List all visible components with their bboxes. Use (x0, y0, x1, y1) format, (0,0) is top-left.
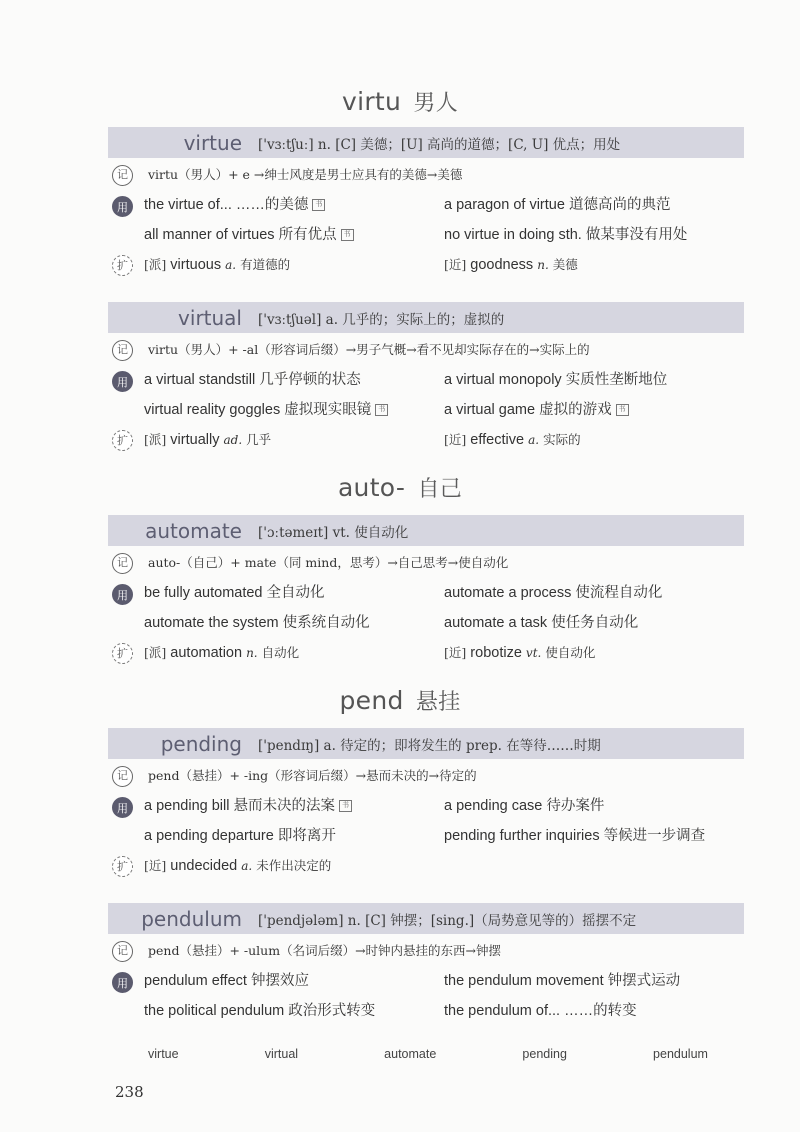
usage-item: pending further inquiries 等候进一步调查 (444, 828, 706, 844)
usage-row (108, 791, 744, 851)
extension-icon: 扩 (112, 430, 133, 451)
extension-icon: 扩 (112, 255, 133, 276)
derived-word: [派] virtuous a. 有道德的 (144, 257, 291, 273)
etymology: auto-（自己）+ mate（同 mind，思考）→自己思考→使自动化 (148, 555, 509, 570)
book-icon: 书 (312, 199, 325, 211)
definition: ['pendɪŋ] a. 待定的；即将发生的 prep. 在等待……时期 (258, 737, 601, 754)
review-word: pending (522, 1047, 567, 1061)
book-icon: 书 (616, 404, 629, 416)
page-number: 238 (115, 1083, 144, 1101)
etymology-row (108, 548, 744, 578)
extension-icon: 扩 (112, 856, 133, 877)
entry-pendulum (108, 903, 744, 1026)
definition: ['vɜːtʃuː] n. [C] 美德；[U] 高尚的道德；[C, U] 优点；用处 (258, 136, 621, 153)
extension-row (108, 638, 744, 668)
root-meaning: 男人 (413, 91, 459, 116)
memory-icon: 记 (112, 340, 133, 361)
usage-list (144, 365, 744, 425)
definition: ['ɔːtəmeɪt] vt. 使自动化 (258, 524, 409, 541)
headword-band (108, 515, 744, 546)
extension-icon: 扩 (112, 643, 133, 664)
usage-item: automate the system 使系统自动化 (144, 615, 370, 631)
headword: virtual (178, 305, 242, 330)
memory-icon: 记 (112, 165, 133, 186)
memory-icon: 记 (112, 941, 133, 962)
headword-band (108, 302, 744, 333)
usage-row (108, 578, 744, 638)
etymology: virtu（男人）+ e →绅士风度是男士应具有的美德→美德 (148, 167, 463, 182)
usage-icon: 用 (112, 972, 133, 993)
root-word: pend (339, 686, 404, 715)
usage-list (144, 578, 744, 638)
usage-row (108, 966, 744, 1026)
usage-item: a paragon of virtue 道德高尚的典范 (444, 197, 671, 213)
usage-item: no virtue in doing sth. 做某事没有用处 (444, 227, 688, 243)
review-word: virtual (264, 1047, 299, 1061)
usage-list (144, 190, 744, 250)
usage-item: pendulum effect 钟摆效应 (144, 973, 309, 989)
root-heading-pend (0, 685, 800, 716)
headword: pending (160, 731, 242, 756)
memory-icon: 记 (112, 553, 133, 574)
book-icon: 书 (339, 800, 352, 812)
review-word: pendulum (653, 1047, 708, 1061)
usage-item: all manner of virtues 所有优点 书 (144, 220, 444, 250)
definition: ['vɜːtʃuəl] a. 几乎的；实际上的；虚拟的 (258, 311, 505, 328)
usage-icon: 用 (112, 797, 133, 818)
usage-list (144, 966, 744, 1026)
entry-automate (108, 515, 744, 668)
usage-item: a pending bill 悬而未决的法案 书 (144, 791, 444, 821)
extension-row (108, 425, 744, 455)
usage-item: a virtual monopoly 实质性垄断地位 (444, 372, 668, 388)
usage-icon: 用 (112, 584, 133, 605)
usage-item: virtual reality goggles 虚拟现实眼镜 书 (144, 395, 444, 425)
extension-row (108, 851, 744, 881)
extension-row (108, 250, 744, 280)
book-icon: 书 (375, 404, 388, 416)
etymology: virtu（男人）+ -al（形容词后缀）→男子气概→看不见却实际存在的→实际上的 (148, 342, 590, 357)
synonym: [近] goodness n. 美德 (444, 257, 578, 273)
etymology-row (108, 335, 744, 365)
usage-item: a pending case 待办案件 (444, 798, 605, 814)
headword-band (108, 903, 744, 934)
etymology-row (108, 160, 744, 190)
etymology-row (108, 761, 744, 791)
review-word-list (148, 1047, 708, 1061)
headword: pendulum (141, 906, 242, 931)
root-word: virtu (341, 87, 402, 116)
usage-icon: 用 (112, 371, 133, 392)
headword: virtue (183, 130, 242, 155)
usage-item: the pendulum movement 钟摆式运动 (444, 973, 681, 989)
headword: automate (145, 518, 242, 543)
usage-item: a virtual game 虚拟的游戏 书 (444, 395, 744, 425)
usage-row (108, 190, 744, 250)
synonym: [近] effective a. 实际的 (444, 432, 581, 448)
review-word: virtue (148, 1047, 179, 1061)
usage-icon: 用 (112, 196, 133, 217)
etymology: pend（悬挂）+ -ing（形容词后缀）→悬而未决的→待定的 (148, 768, 477, 783)
headword-band (108, 728, 744, 759)
entry-pending (108, 728, 744, 881)
etymology: pend（悬挂）+ -ulum（名词后缀）→时钟内悬挂的东西→钟摆 (148, 943, 502, 958)
memory-icon: 记 (112, 766, 133, 787)
usage-list (144, 791, 744, 851)
synonym: [近] undecided a. 未作出决定的 (144, 858, 332, 874)
root-heading-auto (0, 472, 800, 503)
usage-item: automate a task 使任务自动化 (444, 615, 639, 631)
entry-virtual (108, 302, 744, 455)
usage-row (108, 365, 744, 425)
usage-item: a virtual standstill 几乎停顿的状态 (144, 372, 361, 388)
review-word: automate (384, 1047, 437, 1061)
usage-item: automate a process 使流程自动化 (444, 585, 663, 601)
usage-item: a pending departure 即将离开 (144, 828, 336, 844)
root-word: auto- (337, 473, 406, 502)
usage-item: the virtue of... ……的美德 书 (144, 190, 444, 220)
usage-item: be fully automated 全自动化 (144, 585, 325, 601)
usage-item: the pendulum of... ……的转变 (444, 1003, 637, 1019)
derived-word: [派] automation n. 自动化 (144, 645, 300, 661)
etymology-row (108, 936, 744, 966)
entry-virtue (108, 127, 744, 280)
headword-band (108, 127, 744, 158)
root-heading-virtu (0, 86, 800, 117)
usage-item: the political pendulum 政治形式转变 (144, 1003, 376, 1019)
synonym: [近] robotize vt. 使自动化 (444, 645, 596, 661)
root-meaning: 悬挂 (415, 690, 461, 715)
definition: ['pendjələm] n. [C] 钟摆；[sing.]（局势意见等的）摇摆不定 (258, 912, 637, 929)
book-icon: 书 (341, 229, 354, 241)
root-meaning: 自己 (417, 477, 463, 502)
derived-word: [派] virtually ad. 几乎 (144, 432, 272, 448)
